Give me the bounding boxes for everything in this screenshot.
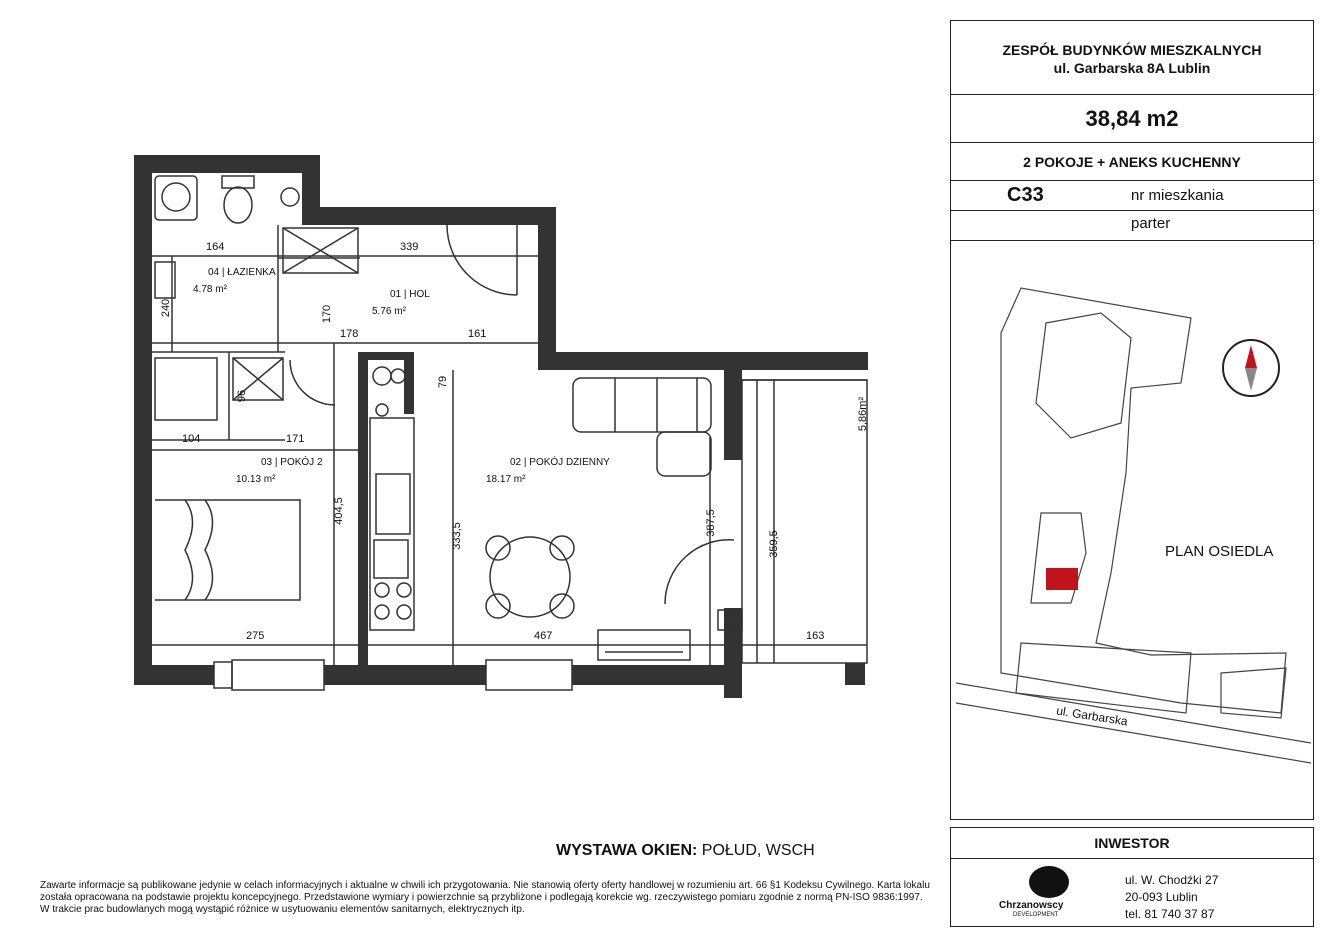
investor-logo-sub: DEVELOPMENT [1013, 912, 1059, 918]
site-plan-label: PLAN OSIEDLA [1165, 543, 1274, 560]
dim-467: 467 [534, 630, 553, 642]
room-area-02: 18.17 m² [486, 474, 526, 485]
dim-161: 161 [468, 328, 487, 340]
street-label: ul. Garbarska [1055, 703, 1129, 729]
apartment-number: C33 [1007, 184, 1044, 206]
title-block [950, 20, 1314, 820]
apartment-number-label: nr mieszkania [1131, 187, 1224, 204]
room-label-03: 03 | POKÓJ 2 [261, 457, 323, 468]
dim-104: 104 [182, 433, 201, 445]
dim-333-5: 333,5 [450, 522, 463, 550]
room-label-01: 01 | HOL [390, 289, 430, 300]
site-plan [951, 243, 1311, 803]
dim-164: 164 [206, 241, 225, 253]
dim-163: 163 [806, 630, 825, 642]
disclaimer: Zawarte informacje są publikowane jedynie w celach informacyjnych i aktualne w chwili ich przygotowania. Nie stanowią oferty oferty handlowej w rozumieniu art. 66 §1 Kodeksu Cywilnego. Karta lokalu została opracowana na podstawie projektu koncepcyjnego. Przedstawione wymiary i powierzchnie są przybliżone i podlegają korekcie wg. rzeczywistego pomiaru zgodnie z normą PN-ISO 9836:1997. W trakcie prac budowlanych mogą wystąpić różnice w usytuowaniu elementów sanitarnych, elektrycznych itp. [40, 880, 930, 915]
room-label-04: 04 | ŁAZIENKA [208, 267, 276, 278]
dim-178: 178 [340, 328, 359, 340]
project-address: ul. Garbarska 8A Lublin [1053, 60, 1211, 76]
room-label-02: 02 | POKÓJ DZIENNY [510, 457, 610, 468]
investor-header: INWESTOR [951, 828, 1313, 859]
unit-highlight [1046, 568, 1078, 590]
internal-lines [152, 176, 870, 690]
investor-logo-text: Chrzanowscy [999, 900, 1064, 911]
project-title: ZESPÓŁ BUDYNKÓW MIESZKALNYCH [1002, 42, 1262, 58]
project-header [951, 21, 1313, 95]
floor-label: parter [1131, 215, 1171, 232]
dim-171: 171 [286, 433, 305, 445]
dim-79: 79 [437, 375, 450, 389]
window-exposure: WYSTAWA OKIEN: POŁUD, WSCH [556, 842, 815, 859]
dim-339: 339 [400, 241, 419, 253]
investor-city: 20-093 Lublin [1125, 890, 1198, 904]
investor-street: ul. W. Chodźki 27 [1125, 873, 1219, 887]
investor-logo-icon [1029, 866, 1069, 898]
dim-387-5: 387,5 [704, 509, 717, 537]
investor-contact [1125, 872, 1218, 923]
investor-block [950, 827, 1314, 927]
dim-240: 240 [160, 298, 173, 318]
floor-row [951, 211, 1313, 241]
dim-balcony-area: 5,86m² [857, 396, 870, 432]
dim-170: 170 [321, 304, 334, 324]
dim-359-5: 359,5 [767, 530, 780, 558]
room-area-03: 10.13 m² [236, 474, 276, 485]
apartment-area: 38,84 m2 [951, 95, 1313, 143]
dim-275: 275 [246, 630, 265, 642]
room-area-01: 5.76 m² [372, 306, 406, 317]
dim-96: 96 [236, 389, 249, 403]
investor-phone: tel. 81 740 37 87 [1125, 907, 1215, 921]
walls [134, 155, 868, 698]
room-area-04: 4.78 m² [193, 284, 227, 295]
apartment-layout: 2 POKOJE + ANEKS KUCHENNY [951, 143, 1313, 181]
apartment-number-row [951, 181, 1313, 211]
dim-404-5: 404,5 [332, 497, 345, 525]
